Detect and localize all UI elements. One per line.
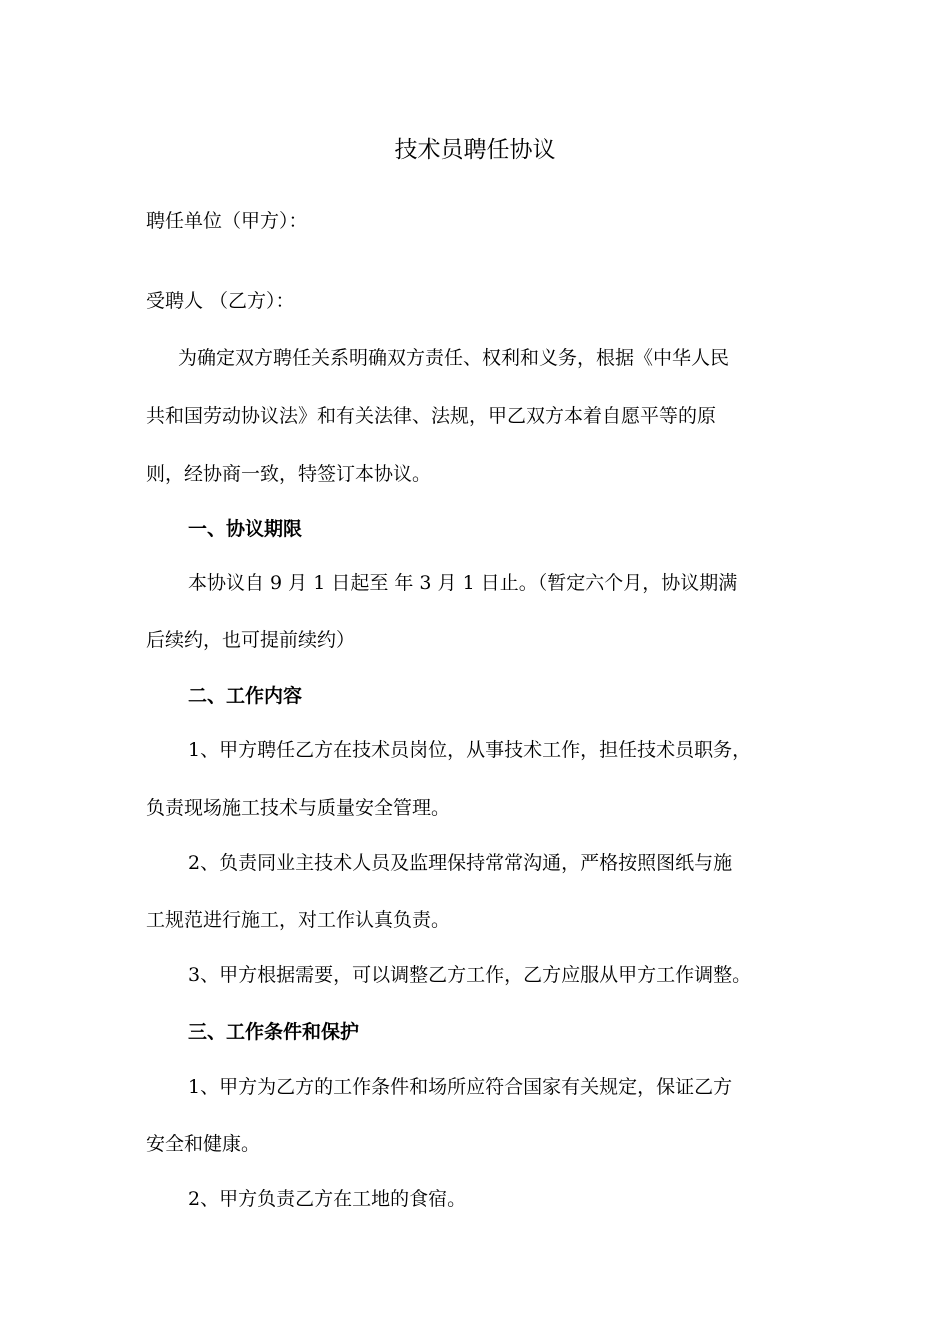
section-conditions-line: 2、甲方负责乙方在工地的食宿。 (188, 1188, 467, 1210)
section-conditions-line: 安全和健康。 (146, 1133, 261, 1155)
section-work-line: 工规范进行施工，对工作认真负责。 (146, 909, 451, 931)
party-a-label: 聘任单位（甲方）： (146, 210, 308, 232)
intro-line: 共和国劳动协议法》和有关法律、法规，甲乙双方本着自愿平等的原 (146, 405, 717, 427)
section-heading-conditions: 三、工作条件和保护 (188, 1021, 360, 1043)
party-b-label: 受聘人 （乙方）： (146, 290, 295, 312)
section-term-line: 后续约，也可提前续约） (146, 629, 356, 651)
section-work-line: 3、甲方根据需要，可以调整乙方工作，乙方应服从甲方工作调整。 (188, 964, 752, 986)
document-title: 技术员聘任协议 (394, 137, 556, 163)
section-term-line: 本协议自 9 月 1 日起至 年 3 月 1 日止。（暂定六个月，协议期满 (188, 572, 738, 594)
intro-line: 则，经协商一致，特签订本协议。 (146, 463, 432, 485)
section-work-line: 1、甲方聘任乙方在技术员岗位，从事技术工作，担任技术员职务， (188, 739, 752, 761)
section-conditions-line: 1、甲方为乙方的工作条件和场所应符合国家有关规定，保证乙方 (188, 1076, 733, 1098)
section-work-line: 负责现场施工技术与质量安全管理。 (146, 797, 451, 819)
intro-line: 为确定双方聘任关系明确双方责任、权利和义务，根据《中华人民 (178, 347, 730, 369)
section-heading-term: 一、协议期限 (188, 518, 303, 540)
section-work-line: 2、负责同业主技术人员及监理保持常常沟通，严格按照图纸与施 (188, 852, 733, 874)
section-heading-work: 二、工作内容 (188, 685, 303, 707)
